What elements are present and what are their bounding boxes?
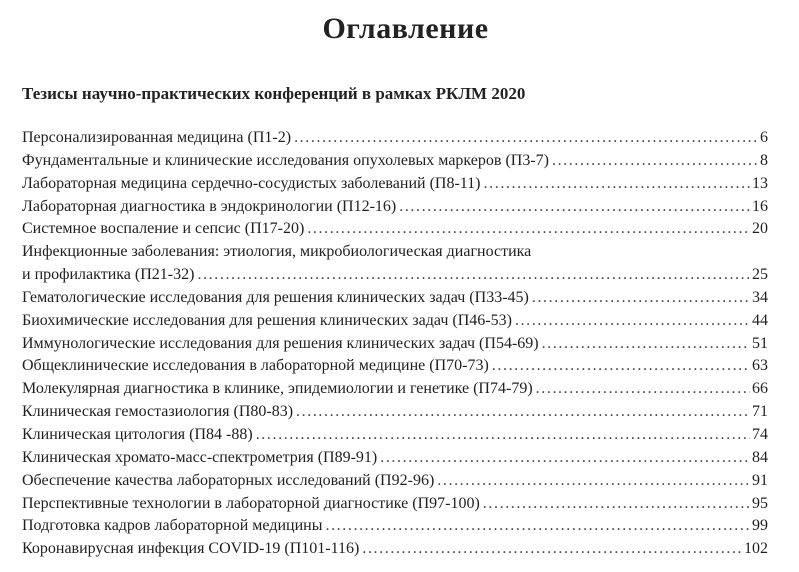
toc-entry-page: 91 bbox=[752, 471, 768, 489]
toc-entry-title: Гематологические исследования для решения клинических задач (П33-45) bbox=[22, 288, 529, 306]
toc-entry-page: 66 bbox=[752, 380, 768, 398]
toc-entry-endocrinology[interactable] bbox=[22, 196, 768, 219]
toc-entry-title: Лабораторная медицина сердечно-сосудистых заболеваний (П8-11) bbox=[22, 174, 481, 192]
toc-entry-page: 44 bbox=[752, 311, 768, 329]
toc-entry-page: 71 bbox=[752, 403, 768, 421]
dot-leader bbox=[552, 150, 758, 173]
toc-entry-cardiovascular[interactable] bbox=[22, 173, 768, 196]
toc-entry-page: 51 bbox=[752, 334, 768, 352]
page-title: Оглавление bbox=[322, 12, 489, 45]
toc-entry-title: Коронавирусная инфекция COVID-19 (П101-116) bbox=[22, 540, 360, 558]
toc-entry-tumor-markers[interactable] bbox=[22, 150, 768, 173]
toc-entry-title: Подготовка кадров лабораторной медицины bbox=[22, 517, 323, 535]
dot-leader bbox=[484, 173, 750, 196]
toc-entry-personalized-medicine[interactable] bbox=[22, 127, 768, 150]
toc-entry-page: 16 bbox=[752, 197, 768, 215]
toc-entry-page: 74 bbox=[752, 425, 768, 443]
toc-entry-title: Общеклинические исследования в лабораторной медицине (П70-73) bbox=[22, 357, 489, 375]
toc-entry-title: Иммунологические исследования для решения клинических задач (П54-69) bbox=[22, 334, 539, 352]
dot-leader bbox=[483, 493, 750, 516]
toc-entry-biochemistry[interactable] bbox=[22, 310, 768, 333]
toc-entry-title: Клиническая хромато-масс-спектрометрия (П89-91) bbox=[22, 448, 378, 466]
toc-entry-sepsis[interactable] bbox=[22, 218, 768, 241]
dot-leader bbox=[532, 287, 750, 310]
toc-entry-title: Фундаментальные и клинические исследования опухолевых маркеров (П3-7) bbox=[22, 151, 549, 169]
toc-entry-title: Персонализированная медицина (П1-2) bbox=[22, 129, 292, 146]
dot-leader bbox=[380, 447, 750, 470]
dot-leader bbox=[515, 310, 750, 333]
dot-leader bbox=[492, 355, 750, 378]
dot-leader bbox=[325, 515, 750, 538]
dot-leader bbox=[307, 218, 750, 241]
toc-entry-page: 34 bbox=[752, 288, 768, 306]
toc-entry-page: 25 bbox=[752, 266, 768, 284]
toc-entry-infectious-line1[interactable] bbox=[22, 241, 768, 264]
dot-leader bbox=[256, 424, 750, 447]
table-of-contents bbox=[22, 127, 768, 561]
dot-leader bbox=[362, 538, 742, 561]
toc-entry-title: Биохимические исследования для решения клинических задач (П46-53) bbox=[22, 311, 512, 329]
toc-entry-page: 102 bbox=[744, 540, 768, 558]
dot-leader bbox=[294, 127, 758, 150]
toc-entry-page: 63 bbox=[752, 357, 768, 375]
dot-leader bbox=[542, 333, 750, 356]
section-heading: Тезисы научно-практических конференций в рамках РКЛМ 2020 bbox=[22, 84, 526, 103]
toc-entry-title: Обеспечение качества лабораторных исследований (П92-96) bbox=[22, 471, 435, 489]
toc-entry-training[interactable] bbox=[22, 515, 768, 538]
toc-entry-page: 13 bbox=[752, 174, 768, 192]
toc-entry-molecular[interactable] bbox=[22, 378, 768, 401]
toc-entry-title: Лабораторная диагностика в эндокринологии (П12-16) bbox=[22, 197, 397, 215]
toc-entry-infectious[interactable] bbox=[22, 264, 768, 287]
toc-entry-title: Перспективные технологии в лабораторной диагностике (П97-100) bbox=[22, 494, 480, 512]
toc-entry-title: и профилактика (П21-32) bbox=[22, 266, 195, 284]
toc-entry-mass-spectrometry[interactable] bbox=[22, 447, 768, 470]
dot-leader bbox=[536, 378, 750, 401]
toc-entry-title: Системное воспаление и сепсис (П17-20) bbox=[22, 220, 305, 238]
toc-entry-page: 20 bbox=[752, 220, 768, 238]
toc-entry-page: 95 bbox=[752, 494, 768, 512]
dot-leader bbox=[437, 470, 750, 493]
toc-entry-quality[interactable] bbox=[22, 470, 768, 493]
toc-entry-cytology[interactable] bbox=[22, 424, 768, 447]
dot-leader bbox=[197, 264, 750, 287]
toc-entry-page: 8 bbox=[760, 151, 768, 169]
toc-entry-title: Молекулярная диагностика в клинике, эпидемиологии и генетике (П74-79) bbox=[22, 380, 533, 398]
toc-entry-covid[interactable] bbox=[22, 538, 768, 561]
toc-entry-page: 6 bbox=[760, 129, 768, 146]
toc-entry-page: 99 bbox=[752, 517, 768, 535]
toc-entry-page: 84 bbox=[752, 448, 768, 466]
toc-entry-technologies[interactable] bbox=[22, 493, 768, 516]
toc-entry-hematology[interactable] bbox=[22, 287, 768, 310]
toc-entry-immunology[interactable] bbox=[22, 333, 768, 356]
dot-leader bbox=[296, 401, 750, 424]
dot-leader bbox=[399, 196, 750, 219]
toc-entry-title-line1: Инфекционные заболевания: этиология, микробиологическая диагностика bbox=[22, 243, 532, 261]
toc-entry-title: Клиническая гемостазиология (П80-83) bbox=[22, 403, 294, 421]
toc-entry-general-clinical[interactable] bbox=[22, 355, 768, 378]
toc-entry-hemostasiology[interactable] bbox=[22, 401, 768, 424]
toc-entry-title: Клиническая цитология (П84 -88) bbox=[22, 425, 253, 443]
